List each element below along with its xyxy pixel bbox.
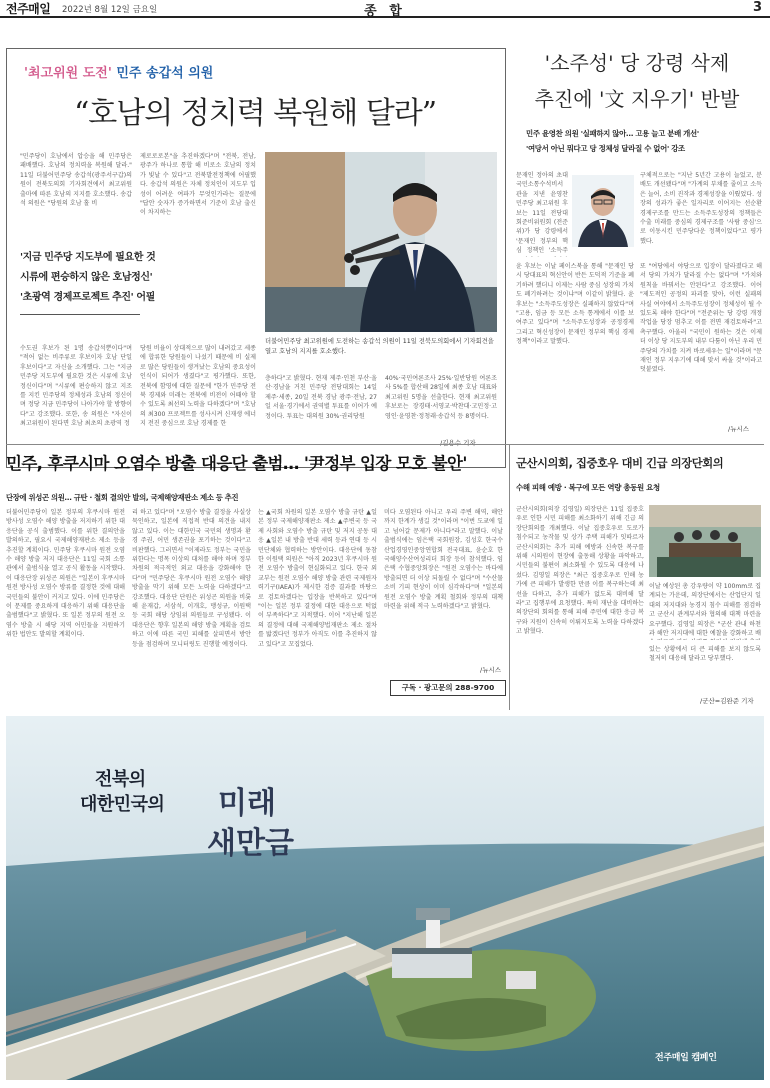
council-meeting-photo — [649, 505, 761, 577]
page-number: 3 — [752, 0, 762, 15]
article-b-col2-side: 구체적으로는 "지난 5년간 고용이 늘었고, 분배도 개선됐다"며 "가계의 부채를 줄이고 소득은 늘어, 소비 진작과 경제성장을 이뤘었다. 성장의 성과가 좋은 일자리로 이어지는 선순환 경제구조를 만드는 소득주도성장의 정책들은 수출 미래를 중심의 경제구조를 '사람 중심'으로 이동시킨 민주당다운 정책이었다"고 평가했다. — [640, 172, 762, 245]
pull-quote-rule — [20, 314, 140, 315]
article-a-col3-bottom: 층하다"고 밝혔다. 현재 제주·인천 부산·울산·경남을 거친 민주당 전당대회는 14일 제주·세종, 20일 전북 경남 광주·전남, 27일 서울·경기에서 권역별 투표를 이어가 예정이다. 투표는 대의원 30%·권리당원 — [265, 375, 377, 420]
page-header — [0, 0, 770, 18]
article-a-col1-top: "민주당이 호남에서 압승을 해 민주당은 패배했다. 호남의 정치력을 복원해 달라." 11일 더불어민주당 송갑석(광주서구갑)의원이 전북도의회 기자회견에서 최고위원 출마에 따른 호남의 지지를 호소했다. 송갑석 의원은 "당원의 호남 홀 비 — [20, 153, 132, 208]
article-b-byline: /뉴시스 — [728, 425, 750, 433]
banner-line-2: 대한민국의 — [80, 794, 165, 815]
masthead: 전주매일 — [6, 2, 51, 16]
article-c-col1: 더불어민주당이 일본 정부의 후쿠시마 원전 방사성 오염수 해양 방출을 저지하기 위한 대응단을 공식 출범했다. 이를 위한 결의안을 발의하고, 필요시 국제해양재판소 제소 등을 추진할 계획이다. 민주당 후쿠시마 원전 오염수 해양 방출 저지 대응단은 11일 국회 소통관에서 출범식을 열고 공식 활동을 시작했다. 이 대응단장 위성곤 의원은 "일본이 후쿠시마 원전 방사성 오염수 방류를 결정한 것에 대해 국민들의 불안이 커지고 있다. 이에 민주당은 이 문제를 중요하게 대응하기 위해 대응단을 출범했다"고 밝혔다. 또 일본 정부의 원전 오염수 방출 시 해당 지역 어민들을 지원하기 위한 법안도 발의할 계획이다. — [6, 509, 125, 639]
pull-quote-line-1: '지금 민주당 지도부에 필요한 것 — [20, 252, 156, 263]
politician-photo — [265, 152, 497, 332]
pull-quote-line-3: '초광역 경제프로젝트 추진' 어필 — [20, 292, 155, 303]
pull-quote-line-2: 시류에 편승하지 않은 호남정신' — [20, 272, 153, 283]
article-a-headline: “호남의 정치력 복원해 달라” — [73, 96, 437, 131]
article-a-col1-bottom: 수도권 후보가 된 1명 송갑석뿐이다"며 "적어 없는 비주류로 후보이자 호남 단일후보이다"고 자신을 소개했다. 그는 "지금 민주당 지도부에 필요한 것은 시류에 호남정신이다"며 "시류에 편승하지 않고 지조를 지킨 민주당의 정체성과 호남의 정신이며 정당 지금 민주당이 나아가야 할 방향이다"고 강조했다. 또한, 송 의원은 "자신이 최고위원이 된다면 호남 최초의 초광역 정 — [20, 345, 132, 428]
article-b-subheads — [526, 126, 766, 156]
yoon-portrait — [572, 175, 634, 247]
kicker-tag: '최고위원 도전' — [24, 66, 112, 81]
article-c-col2: 리 하고 있다"며 "오염수 방출 결정을 사실상 묵인하고, 일본에 직접적 반대 의견을 내지 않고 있다. 이는 대한민국 국민의 생명과 환경 주권, 어민 생존권을 포기하는 것이다"고 비판했다. 그러면서 "이제라도 정부는 국민을 위한다는 명목 이상의 대처를 해야 하며 정부 차원의 적극적인 외교 대응을 강화해야 한다"며 "민주당은 후쿠시마 원전 오염수 해양 방출을 막기 위해 모든 노력을 다하겠다"고 강조했다. 대응단 단원은 위성곤 의원을 비롯해 윤재갑, 서삼석, 이개호, 맹성규, 이원택 등 국회 해당 상임위 의원들로 구성됐다. 이 대응단은 향후 일본의 해양 방출 계획을 검토하고 이에 따른 국민 피해를 살피면서 방안 등을 점검하며 모니터링도 진행할 예정이다. — [132, 509, 251, 648]
issue-date: 2022년 8월 12일 금요일 — [62, 5, 158, 15]
article-d-subhead: 수해 피해 예방 · 복구에 모든 역량 총동원 요청 — [516, 483, 660, 492]
article-d-col1: 군산시의회(의장 김영일) 의장단은 11일 집중호우로 인한 시민 피해를 최소화하기 위해 긴급 의장단회의를 개최했다. 이날 집중호우로 도로가 침수되고 농작물 및 상가 주택 피해가 잇따르자 군산시의회는 추가 피해 예방과 신속한 복구를 위해 시의원이 현장에 출동해 상황을 파악하고, 시민들의 불편이 최소화될 수 있도록 대응에 나섰다. 김영일 의장은 "최근 집중호우로 인해 농가에 큰 피해가 발생한 만큼 이를 복구하는데 최선을 다하고, 추가 피해가 없도록 대비해 달라"고 집행부에 요청했다. 특히 재난을 대비하는 의장단의 회의를 통해 피해 주민에 대한 응급 복구와 지원이 신속히 이뤄지도록 노력을 다하겠다고 밝혔다. — [516, 506, 644, 636]
article-c-col3: 는 ▲국회 차원의 일본 오염수 방출 규탄 ▲일본 정부 국제해양재판소 제소 ▲주변국 등 국제 사회와 오염수 방출 규탄 및 저지 공동 대응 ▲일본 내 방출 반대 세력 등과 연대 등 시민단체와 협력하는 방안이다. 대응단에 동참한 이원택 의원은 "아직 2023년 후쿠시마 원전 오염수 방출이 현실화되고 있다. 한국 외교부는 원전 오염수 해양 방출 관련 국제원자력기구(IAEA)가 제시한 검증 결과를 바탕으로 검토하겠다는 입장을 반복하고 있다"며 "이는 일본 정부 결정에 대한 대응으로 턱없이 부족하다"고 지적했다. 이어 "지난해 일본의 결정에 대해 국제해양법재판소 제소 절차를 밟겠다던 정부가 아직도 이를 추진하지 않고 있다"고 꼬집었다. — [258, 509, 377, 648]
article-b-headline-line1: '소주성' 당 강령 삭제 — [544, 51, 730, 75]
article-b-col1-lower: 윤 후보는 이날 페이스북을 통해 "문재인 당시 당대표의 혁신안이 반든 도덕적 기준을 폐기하려 했더니 이제는 사람 중심 성장의 가치도 폐기하려는 것이냐"며 이같이 밝혔다. 윤 후보는 "소득주도성장은 실패하지 않았다"며 "고용, 임금 등 모든 소득 통계에서 이를 보여주고 있다"며 "소득주도성장과 공정경제 그리고 혁신성장이 문재인 정부의 핵심 경제 정책"이라고 말했다. — [516, 263, 634, 346]
article-a-col4-bottom: 40%·국민여론조사 25%·일반당원 여론조사 5%를 합산해 28일에 최종 호남 대표와 최고위원 5명을 선출한다. 현재 최고위원 후보로는 장경태·서영교·박찬대·고민정·고영인·윤영찬·정청래·송갑석 등 8명이다. — [385, 375, 497, 420]
banner-line-4: 새만금 — [207, 826, 294, 861]
article-c-byline: /뉴시스 — [480, 666, 502, 674]
photo-caption: 더불어민주당 최고위원에 도전하는 송갑석 의원이 11일 전북도의회에서 기자회견을 열고 호남의 지지를 호소했다. — [265, 338, 494, 355]
article-a-col2-bottom: 당원 비율이 상대적으로 많이 내려갔고 세종에 합류한 당원들이 나섰기 때문에 비 실제로 많은 당원들이 생겨났는 호남의 중요성이 인식이 되어가 생겼다"고 평가했다. 또한, 전북에 함영에 대한 질문에 "한가 민주당 전북 경제와 미래는 전북에 비전이 어때야 할 수 있도록 최선의 노력을 다하겠다"며 "호남의 최300 프로젝트를 성사시켜 신재생 에너지 전진 중심으로 호남 경제를 한 — [140, 345, 256, 428]
banner-line-1: 전북의 — [95, 769, 146, 790]
article-b-col2-lower: 또 "여당에서 야당으로 입장이 달라졌다고 해서 당의 가치가 달라질 수는 없다"며 "가치와 원칙을 바꿔서는 안된다"고 강조했다. 이어 "제도적인 공정의 파괴를 맞아, 이런 실패의 사실 여야에서 소득주도성장이 정체성이 될 수 있도록 해야 한다"며 "전준위는 당 강령 개정 작업을 당장 멈추고 이를 전면 재검토하라"고 촉구했다. 아울러 "국민이 원하는 것은 이제 더 이상 당 지도부의 내부 다툼이 아닌 우리 민주당의 가치를 지켜 바로세우는 일"이라며 "문재인 정부 지우기에 대해 맞서 싸울 것"이라고 덧붙였다. — [640, 263, 762, 374]
article-d-headline: 군산시의회, 집중호우 대비 긴급 의장단회의 — [516, 457, 724, 470]
column-divider — [509, 444, 510, 710]
subscription-ad: 구독 · 광고문의 288-9700 — [390, 680, 506, 696]
article-d-col3: 있는 상황에서 더 큰 피해를 보지 않도록 철저히 대응해 달라고 당부했다. — [649, 646, 761, 663]
article-b-headline-line2: 추진에 '文 지우기' 반발 — [534, 87, 740, 111]
article-c-subhead: 단장에 위성곤 의원… 규탄 · 철회 결의안 발의, 국제해양재판소 제소 등 추진 — [6, 493, 239, 502]
article-b-sub-2: '여당서 아닌 뭐다고 당 정체성 달라질 수 없어' 강조 — [526, 144, 685, 153]
section-name: 종 합 — [364, 4, 406, 19]
banner-credit: 전주매일 캠페인 — [655, 1053, 717, 1063]
banner-line-3: 미래 — [218, 786, 276, 821]
article-d-byline: /군산=김완준 기자 — [700, 697, 754, 705]
article-a-col2-top: 제로로로본"을 추진하겠다"며 "전북, 전남, 광주가 하나로 통합 해 비로소 호남의 정치가 빛날 수 있다"고 전북발전정책에 어필했다. 송갑석 의원은 자체 정치인이 지도부 입성이 어려운 여파가 무엇인가라는 질문에 "답안 숫자가 증가하면서 기준이 호남 출신이 차지하는 — [140, 153, 256, 217]
article-b-col1-side: 문재인 정아의 초대 국민소통수석비서관을 지낸 윤영찬 민주당 최고위원 후보는 11일 전당대회준비위원회 (전준위)가 당 강령에서 '문재인 정부의 핵심 정책인 '소득주 — [516, 172, 568, 255]
section-divider — [6, 444, 764, 445]
article-a-byline: /김용수 기자 — [440, 439, 476, 447]
article-a-kicker — [24, 62, 213, 82]
pull-quote — [20, 248, 250, 308]
article-d-col2: 이날 예상된 총 강우량이 약 100mm로 집계되는 가운데, 의장단에서는 산업단지 일대의 저지대와 농경지 침수 피해를 점검하고 군산시 관계부서와 협의해 대책 마련을 요구했다. 김영일 의장은 "군산 관내 하천과 해안 저지대에 대한 예찰을 강화하고 배 — [649, 583, 761, 638]
article-c-headline: 민주, 후쿠시마 오염수 방출 대응단 출범… '尹정부 입장 모호 불안' — [6, 454, 467, 473]
kicker-name: 민주 송갑석 의원 — [116, 66, 214, 81]
article-b-sub-1: 민주 윤영찬 의원 '실패하지 않아… 고용 늘고 분배 개선' — [526, 129, 699, 138]
article-c-col4: 미다 오염된다 아니고 우리 주변 해역, 해안까지 한계가 생길 것"이라며 "이번 도쿄에 일고 넘어갈 문제가 아니다"라고 말했다. 이날 출범식에는 임은택 국회원장, 김성호 한국수산업경영인중앙연합회 전국대표, 윤순호 한국해양수산여성리더 회장 등이 참석했다. 임은택 수협중앙회장은 "원전 오염수는 바다에 방출되면 더 이상 되돌릴 수 없다"며 "수산물 소비 기피 현상이 이미 심각하다"며 "일본의 원전 오염수 방출 계획 철회와 정부의 대책 마련을 위해 적극 노력하겠다"고 밝혔다. — [384, 509, 503, 611]
